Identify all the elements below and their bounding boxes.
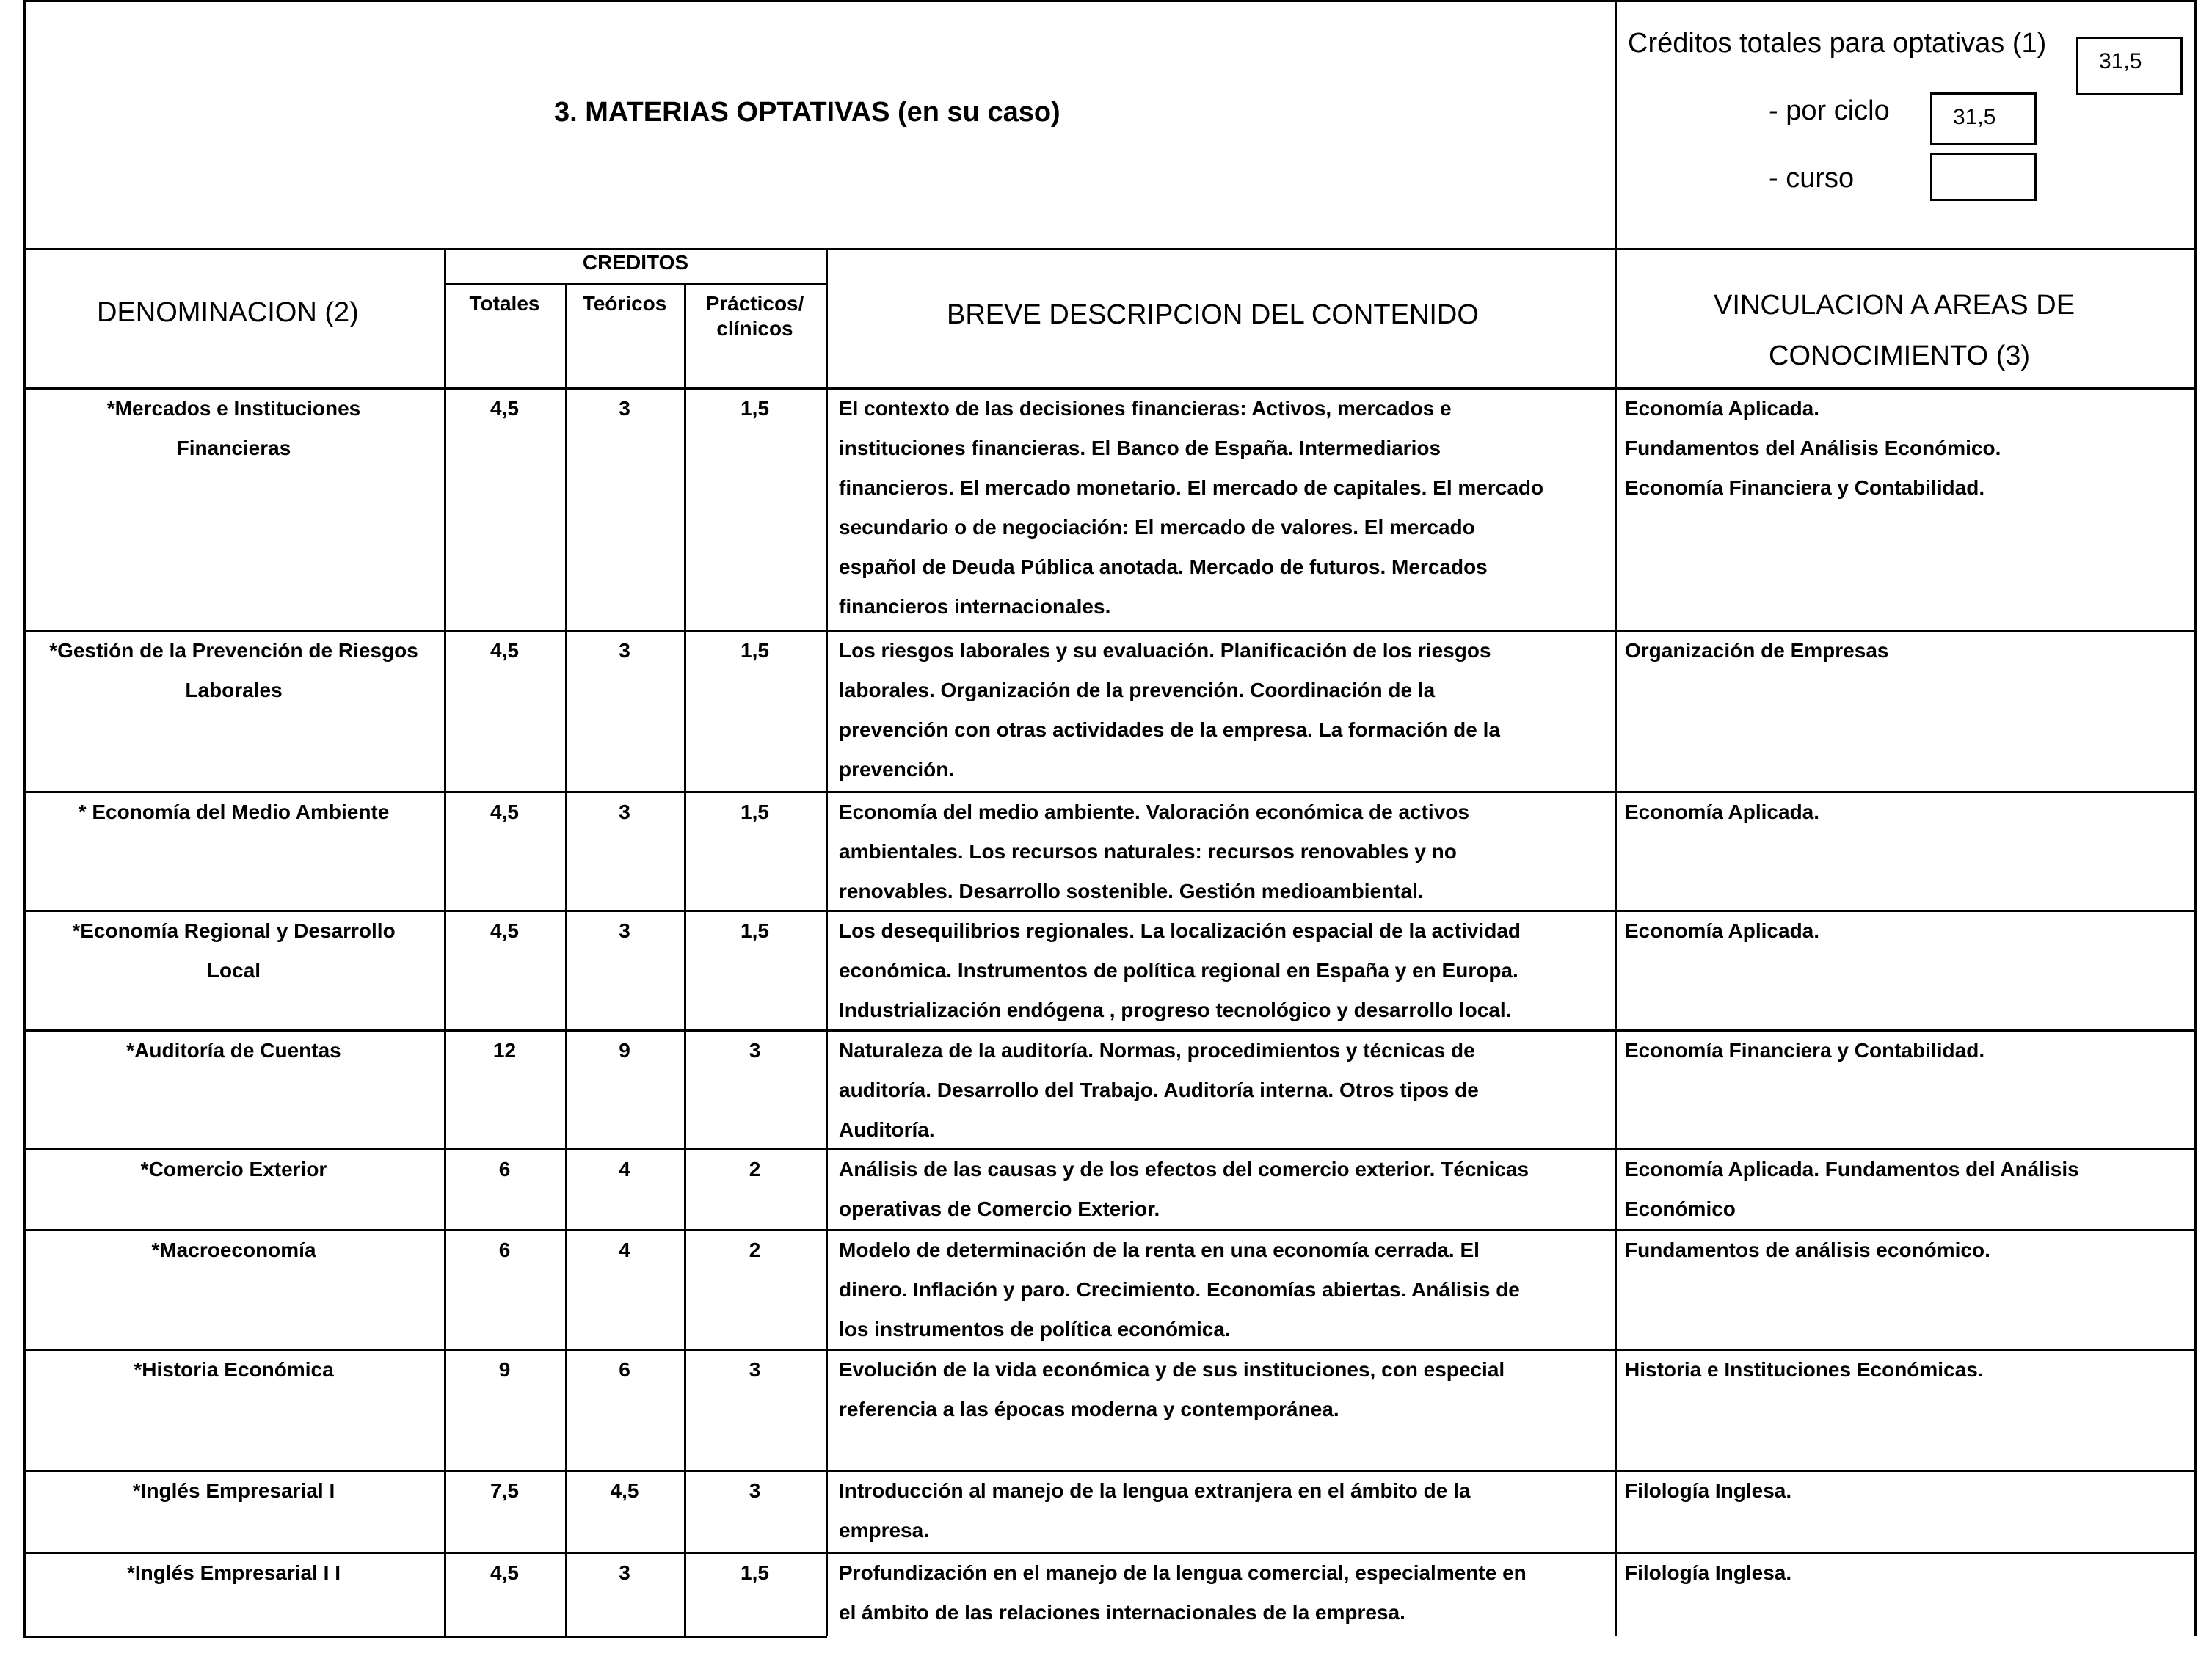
page-title: 3. MATERIAS OPTATIVAS (en su caso) [554,97,1060,128]
knowledge-area: Económico [1625,1197,1736,1220]
curso-label: - curso [1769,163,1855,194]
subject-description: prevención con otras actividades de la empresa. La formación de la [839,718,1500,741]
credits-practicos: 1,5 [741,800,769,823]
subject-description: financieros internacionales. [839,595,1111,618]
header-teoricos: Teóricos [582,292,667,315]
credits-totales: 6 [498,1239,511,1261]
knowledge-area: Historia e Instituciones Económicas. [1625,1358,1984,1381]
subject-description: referencia a las épocas moderna y contemporánea. [839,1398,1339,1420]
knowledge-area: Economía Aplicada. [1625,397,1820,420]
knowledge-area: Economía Aplicada. [1625,919,1820,942]
subject-name: * Economía del Medio Ambiente [78,800,390,823]
header-bottom-line [23,248,2196,250]
header-totales: Totales [469,292,540,315]
credits-practicos: 1,5 [741,1561,769,1584]
subject-name: *Macroeconomía [151,1239,316,1261]
table-border-right [2194,1470,2197,1552]
table-row-divider [23,1636,827,1638]
credits-teoricos: 4 [619,1239,630,1261]
subject-description: secundario o de negociación: El mercado de valores. El mercado [839,516,1475,539]
knowledge-area: Fundamentos de análisis económico. [1625,1239,1990,1261]
table-border-right-top [2194,0,2197,389]
credits-practicos: 3 [749,1358,761,1381]
subject-description: Auditoría. [839,1118,935,1141]
knowledge-area: Fundamentos del Análisis Económico. [1625,437,2001,459]
credits-teoricos: 3 [619,919,630,942]
curso-box [1930,153,2037,201]
por-ciclo-box [1930,92,2037,145]
column-divider-totales-teoricos [565,285,567,1636]
knowledge-area: Economía Financiera y Contabilidad. [1625,476,1985,499]
table-border-right [2194,387,2197,630]
credits-totales: 4,5 [490,919,519,942]
header-descripcion: BREVE DESCRIPCION DEL CONTENIDO [947,299,1479,330]
subject-description: económica. Instrumentos de política regional en España y en Europa. [839,959,1518,982]
table-border-top [23,0,2196,2]
subject-description: español de Deuda Pública anotada. Mercado de futuros. Mercados [839,555,1488,578]
subject-name: *Historia Económica [134,1358,334,1381]
table-border-right [2194,1029,2197,1148]
por-ciclo-label: - por ciclo [1769,95,1890,126]
credits-teoricos: 3 [619,800,630,823]
table-border-right [2194,1349,2197,1470]
column-divider-description-areas [1615,0,1617,1636]
credits-practicos: 2 [749,1239,761,1261]
subject-description: renovables. Desarrollo sostenible. Gestión medioambiental. [839,880,1424,902]
table-border-right [2194,630,2197,791]
header-creditos: CREDITOS [582,251,689,274]
subject-description: los instrumentos de política económica. [839,1318,1231,1341]
table-border-right [2194,1148,2197,1229]
subject-description: Industrialización endógena , progreso tecnológico y desarrollo local. [839,999,1512,1021]
knowledge-area: Filología Inglesa. [1625,1561,1792,1584]
subject-description: auditoría. Desarrollo del Trabajo. Auditoría interna. Otros tipos de [839,1079,1479,1101]
subject-description: instituciones financieras. El Banco de España. Intermediarios [839,437,1441,459]
credits-practicos: 1,5 [741,639,769,662]
subject-description: el ámbito de las relaciones internacionales de la empresa. [839,1601,1405,1624]
subject-description: financieros. El mercado monetario. El mercado de capitales. El mercado [839,476,1544,499]
knowledge-area: Filología Inglesa. [1625,1479,1792,1502]
knowledge-area: Economía Aplicada. Fundamentos del Análisis [1625,1158,2079,1181]
subject-description: Los riesgos laborales y su evaluación. Planificación de los riesgos [839,639,1491,662]
credits-teoricos: 4 [619,1158,630,1181]
credits-totales: 4,5 [490,639,519,662]
subject-description: Introducción al manejo de la lengua extranjera en el ámbito de la [839,1479,1471,1502]
subject-description: El contexto de las decisiones financieras: Activos, mercados e [839,397,1452,420]
knowledge-area: Economía Financiera y Contabilidad. [1625,1039,1985,1062]
subject-name: *Gestión de la Prevención de Riesgos [49,639,418,662]
subject-name: *Inglés Empresarial I [132,1479,335,1502]
credits-totales: 4,5 [490,397,519,420]
credits-totales: 6 [498,1158,511,1181]
credits-practicos: 3 [749,1479,761,1502]
credits-total-box [2076,37,2183,95]
por-ciclo-value: 31,5 [1953,105,1996,129]
credits-totales: 9 [498,1358,511,1381]
header-vinculacion-line2: CONOCIMIENTO (3) [1769,340,2031,371]
subject-description: ambientales. Los recursos naturales: recursos renovables y no [839,840,1457,863]
credits-teoricos: 3 [619,1561,630,1584]
subject-description: empresa. [839,1519,929,1542]
column-divider-teoricos-practicos [684,285,686,1636]
subject-name: *Auditoría de Cuentas [126,1039,341,1062]
subject-description: Economía del medio ambiente. Valoración económica de activos [839,800,1469,823]
credits-teoricos: 3 [619,639,630,662]
subject-description: Los desequilibrios regionales. La localización espacial de la actividad [839,919,1521,942]
credits-totales: 12 [492,1039,517,1062]
credits-teoricos: 4,5 [610,1479,639,1502]
subject-description: Profundización en el manejo de la lengua comercial, especialmente en [839,1561,1527,1584]
credits-totales: 7,5 [490,1479,519,1502]
subject-name: Local [206,959,261,982]
subject-description: dinero. Inflación y paro. Crecimiento. Economías abiertas. Análisis de [839,1278,1520,1301]
creditos-header-line [444,283,827,285]
subject-description: Evolución de la vida económica y de sus instituciones, con especial [839,1358,1505,1381]
credits-total-value: 31,5 [2099,49,2142,73]
credits-totales: 4,5 [490,800,519,823]
table-border-right [2194,1552,2197,1636]
subject-name: *Economía Regional y Desarrollo [72,919,396,942]
subject-description: operativas de Comercio Exterior. [839,1197,1160,1220]
knowledge-area: Economía Aplicada. [1625,800,1820,823]
credits-practicos: 1,5 [741,397,769,420]
header-practicos-line2: clínicos [716,317,793,340]
subject-name: *Mercados e Instituciones [106,397,361,420]
credits-teoricos: 9 [619,1039,630,1062]
column-divider-practicos-description [826,248,828,1636]
table-border-right [2194,910,2197,1029]
credits-total-label: Créditos totales para optativas (1) [1628,28,2047,59]
subject-name: Financieras [176,437,291,459]
credits-teoricos: 3 [619,397,630,420]
subject-description: prevención. [839,758,955,781]
credits-practicos: 1,5 [741,919,769,942]
subject-description: Modelo de determinación de la renta en una economía cerrada. El [839,1239,1480,1261]
subject-description: Naturaleza de la auditoría. Normas, procedimientos y técnicas de [839,1039,1475,1062]
subject-name: Laborales [185,679,283,701]
subject-name: *Comercio Exterior [140,1158,327,1181]
header-vinculacion-line1: VINCULACION A AREAS DE [1714,290,2075,321]
knowledge-area: Organización de Empresas [1625,639,1889,662]
table-border-right [2194,791,2197,910]
credits-practicos: 3 [749,1039,761,1062]
header-denominacion: DENOMINACION (2) [97,297,359,328]
credits-totales: 4,5 [490,1561,519,1584]
subject-description: Análisis de las causas y de los efectos del comercio exterior. Técnicas [839,1158,1529,1181]
table-border-right [2194,1229,2197,1349]
credits-practicos: 2 [749,1158,761,1181]
subject-name: *Inglés Empresarial I I [126,1561,341,1584]
credits-teoricos: 6 [619,1358,630,1381]
header-practicos-line1: Prácticos/ [705,292,804,315]
subject-description: laborales. Organización de la prevención. Coordinación de la [839,679,1436,701]
